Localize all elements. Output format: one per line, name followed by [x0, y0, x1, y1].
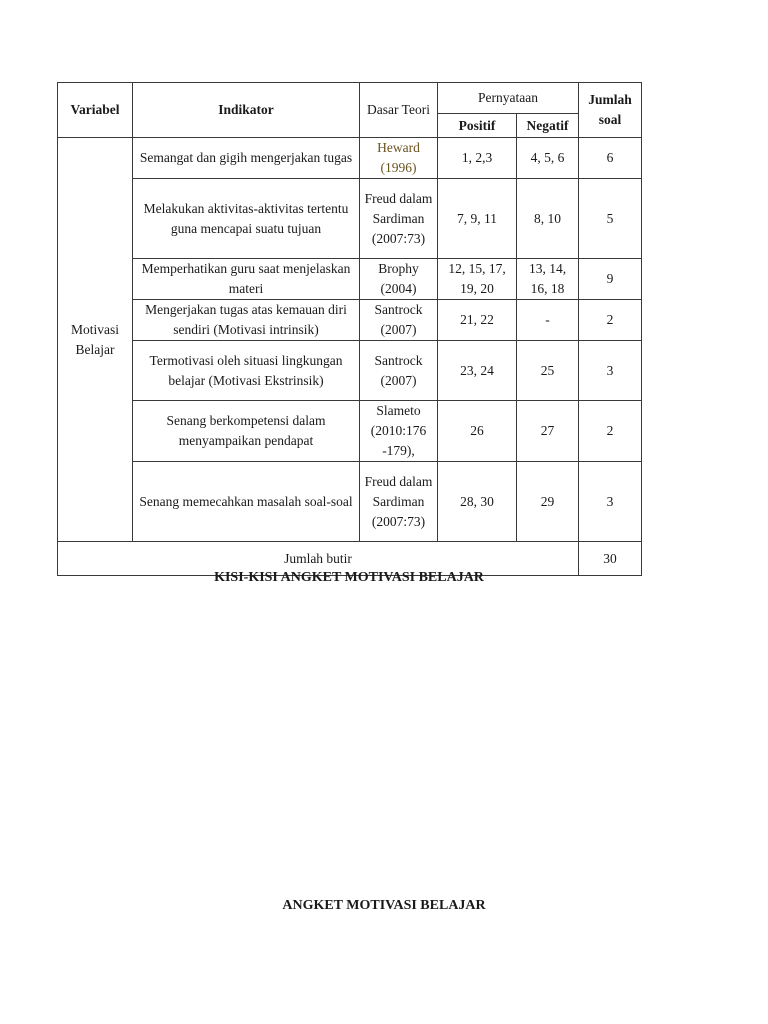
header-variabel: Variabel [58, 83, 133, 138]
jumlah-cell: 3 [579, 341, 642, 401]
jumlah-butir-label: Jumlah butir [58, 542, 579, 576]
variable-cell: Motivasi Belajar [58, 138, 133, 542]
indikator-cell: Mengerjakan tugas atas kemauan diri sendiri (Motivasi intrinsik) [133, 300, 360, 341]
indikator-cell: Melakukan aktivitas-aktivitas tertentu guna mencapai suatu tujuan [133, 179, 360, 259]
negatif-cell: 29 [517, 462, 579, 542]
header-positif: Positif [438, 114, 517, 138]
table-row [58, 179, 642, 259]
table-row [58, 300, 642, 341]
positif-cell: 1, 2,3 [438, 138, 517, 179]
negatif-cell: 8, 10 [517, 179, 579, 259]
indikator-cell: Senang memecahkan masalah soal-soal [133, 462, 360, 542]
jumlah-cell: 2 [579, 300, 642, 341]
teori-cell: Freud dalam Sardiman (2007:73) [360, 462, 438, 542]
teori-cell: Freud dalam Sardiman (2007:73) [360, 179, 438, 259]
positif-cell: 12, 15, 17, 19, 20 [438, 259, 517, 300]
jumlah-butir-total: 30 [579, 542, 642, 576]
header-jumlah-soal: Jumlah soal [579, 83, 642, 138]
positif-cell: 23, 24 [438, 341, 517, 401]
header-indikator: Indikator [133, 83, 360, 138]
table-row [58, 259, 642, 300]
table-caption: KISI-KISI ANGKET MOTIVASI BELAJAR [214, 570, 484, 585]
jumlah-cell: 3 [579, 462, 642, 542]
teori-cell: Heward (1996) [360, 138, 438, 179]
table-row [58, 138, 642, 179]
jumlah-cell: 2 [579, 401, 642, 462]
negatif-cell: 25 [517, 341, 579, 401]
header-dasar-teori: Dasar Teori [360, 83, 438, 138]
indikator-cell: Memperhatikan guru saat menjelaskan materi [133, 259, 360, 300]
indikator-cell: Semangat dan gigih mengerjakan tugas [133, 138, 360, 179]
negatif-cell: 4, 5, 6 [517, 138, 579, 179]
table-row [58, 462, 642, 542]
table-row [58, 341, 642, 401]
teori-cell: Slameto (2010:176 -179), [360, 401, 438, 462]
section-title: ANGKET MOTIVASI BELAJAR [282, 898, 486, 913]
positif-cell: 21, 22 [438, 300, 517, 341]
jumlah-cell: 5 [579, 179, 642, 259]
positif-cell: 7, 9, 11 [438, 179, 517, 259]
table-row [58, 401, 642, 462]
teori-cell: Santrock (2007) [360, 341, 438, 401]
teori-cell: Brophy (2004) [360, 259, 438, 300]
negatif-cell: 13, 14, 16, 18 [517, 259, 579, 300]
header-pernyataan: Pernyataan [438, 83, 579, 114]
negatif-cell: - [517, 300, 579, 341]
teori-cell: Santrock (2007) [360, 300, 438, 341]
header-negatif: Negatif [517, 114, 579, 138]
kisi-kisi-table [57, 82, 642, 576]
jumlah-cell: 6 [579, 138, 642, 179]
jumlah-cell: 9 [579, 259, 642, 300]
indikator-cell: Termotivasi oleh situasi lingkungan belajar (Motivasi Ekstrinsik) [133, 341, 360, 401]
negatif-cell: 27 [517, 401, 579, 462]
positif-cell: 26 [438, 401, 517, 462]
indikator-cell: Senang berkompetensi dalam menyampaikan pendapat [133, 401, 360, 462]
positif-cell: 28, 30 [438, 462, 517, 542]
